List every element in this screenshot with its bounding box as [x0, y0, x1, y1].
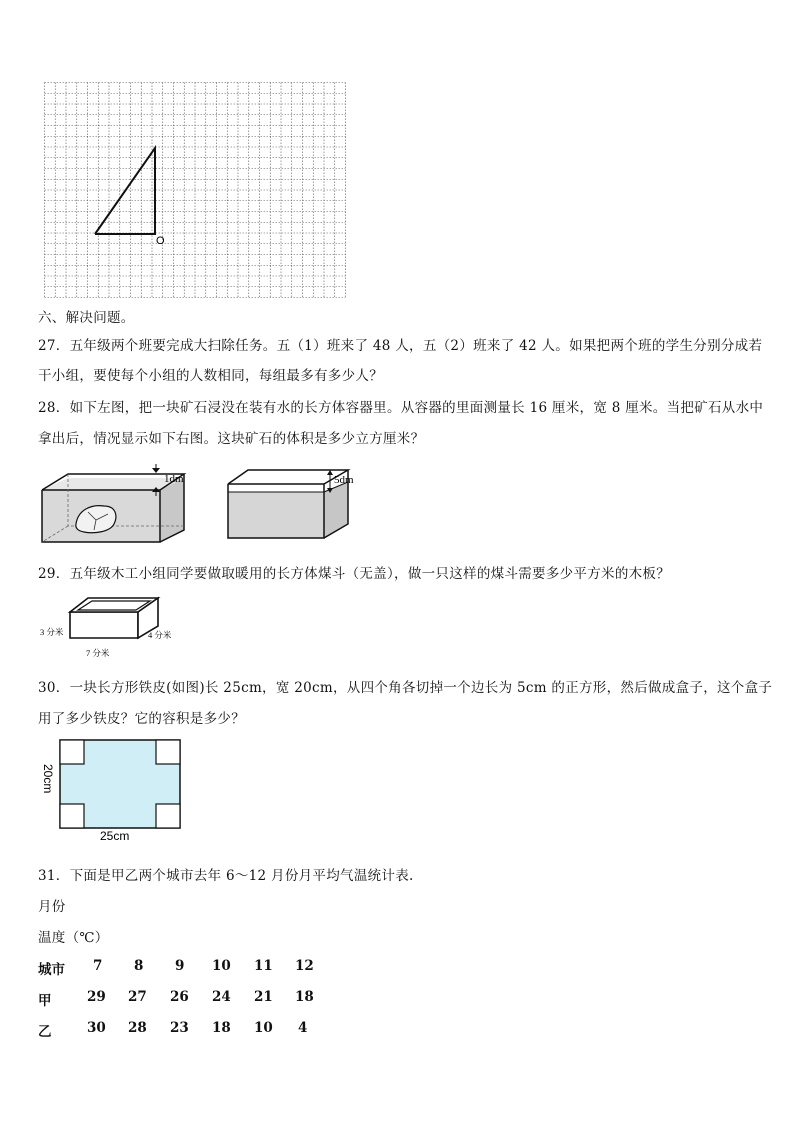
q29-length-label: 7 分米	[86, 648, 110, 658]
q31-temp-label: 温度（℃）	[38, 930, 109, 946]
table-header-month: 7	[93, 958, 103, 974]
grid-lines	[45, 83, 346, 298]
q30-line2: 用了多少铁皮？它的容积是多少？	[38, 711, 245, 727]
table-cell: 29	[87, 989, 106, 1005]
table-cell: 24	[212, 989, 231, 1005]
q30-line1: 30．一块长方形铁皮(如图)长 25cm，宽 20cm，从四个角各切掉一个边长为 5cm 的正方形，然后做成盒子，这个盒子	[38, 680, 773, 696]
table-cell: 23	[170, 1020, 189, 1036]
q28-right-label: 5dm	[334, 474, 354, 486]
q28-line2: 拿出后，情况显示如下右图。这块矿石的体积是多少立方厘米？	[38, 431, 425, 447]
q30-width-label: 25cm	[100, 829, 130, 843]
table-cell: 甲	[38, 993, 52, 1009]
table-cell: 4	[298, 1020, 308, 1036]
q30-height-label: 20cm	[41, 764, 55, 794]
q28-line1: 28．如下左图，把一块矿石浸没在装有水的长方体容器里。从容器的里面测量长 16 厘米，宽 8 厘米。当把矿石从水中	[38, 400, 764, 416]
vertex-label: O	[156, 235, 165, 247]
table-header-month: 9	[175, 958, 185, 974]
table-cell: 10	[254, 1020, 273, 1036]
q27-line2: 干小组，要使每个小组的人数相同，每组最多有多少人？	[38, 368, 383, 384]
table-header-month: 8	[134, 958, 144, 974]
table-cell: 26	[170, 989, 189, 1005]
table-cell: 28	[128, 1020, 147, 1036]
table-header-month: 11	[254, 958, 273, 974]
q28-left-container	[36, 460, 196, 548]
table-cell: 18	[212, 1020, 231, 1036]
q31-line1: 31．下面是甲乙两个城市去年 6～12 月份月平均气温统计表.	[38, 868, 414, 884]
table-cell: 乙	[38, 1024, 52, 1040]
q31-month-label: 月份	[38, 899, 66, 915]
q29-box-figure	[38, 592, 188, 662]
table-header-city: 城市	[38, 962, 65, 978]
q29-width-label: 4 分米	[148, 630, 172, 640]
table-cell: 30	[87, 1020, 106, 1036]
table-cell: 27	[128, 989, 147, 1005]
q27-line1: 27．五年级两个班要完成大扫除任务。五（1）班来了 48 人，五（2）班来了 42 人。如果把两个班的学生分别分成若	[38, 338, 763, 354]
q30-sheet-figure	[36, 734, 186, 844]
section-title: 六、解决问题。	[38, 310, 135, 326]
triangle-shape	[95, 148, 155, 234]
table-cell: 18	[295, 989, 314, 1005]
q28-left-label: 1dm	[164, 473, 184, 485]
q28-right-container	[224, 464, 380, 544]
q29-height-label: 3 分米	[40, 627, 64, 637]
table-header-month: 10	[212, 958, 231, 974]
grid-figure	[44, 82, 346, 298]
table-cell: 21	[254, 989, 273, 1005]
q29-line1: 29．五年级木工小组同学要做取暖用的长方体煤斗（无盖），做一只这样的煤斗需要多少平方米的木板？	[38, 566, 671, 582]
table-header-month: 12	[295, 958, 314, 974]
